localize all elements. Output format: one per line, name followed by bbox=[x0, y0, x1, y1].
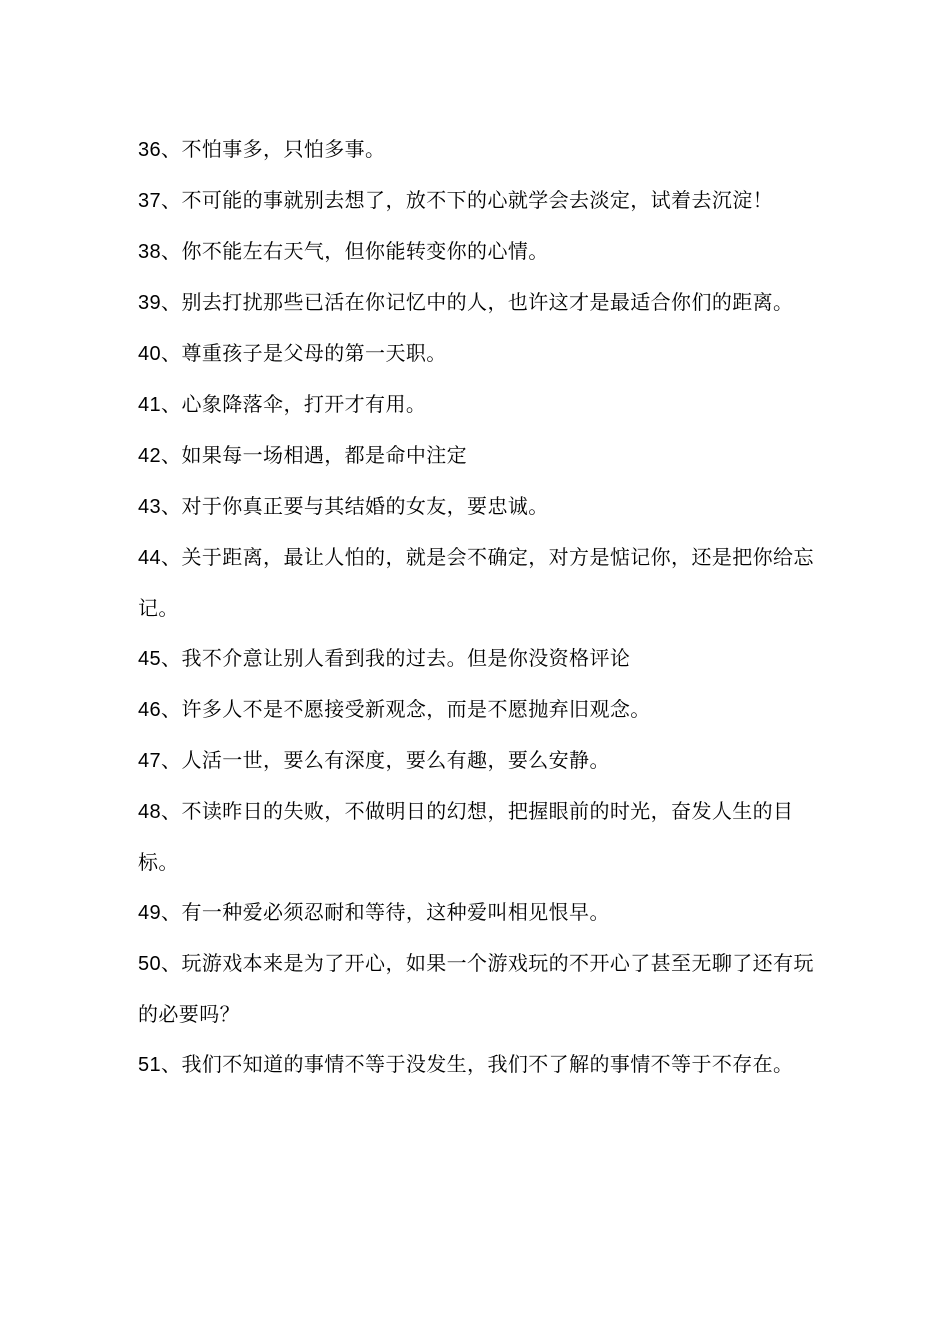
list-item bbox=[138, 938, 828, 1039]
item-number: 36 bbox=[138, 139, 162, 161]
item-number: 49 bbox=[138, 902, 162, 924]
item-text: 、玩游戏本来是为了开心，如果一个游戏玩的不开心了甚至无聊了还有玩的必要吗？ bbox=[138, 951, 814, 1026]
list-item bbox=[138, 379, 828, 430]
quote-list bbox=[138, 124, 828, 1090]
item-text: 、不怕事多，只怕多事。 bbox=[161, 137, 386, 161]
item-number: 40 bbox=[138, 343, 162, 365]
item-number: 42 bbox=[138, 445, 162, 467]
list-item bbox=[138, 430, 828, 481]
item-number: 47 bbox=[138, 750, 162, 772]
item-text: 、我不介意让别人看到我的过去。但是你没资格评论 bbox=[161, 646, 631, 670]
item-text: 、许多人不是不愿接受新观念，而是不愿抛弃旧观念。 bbox=[161, 697, 651, 721]
list-item bbox=[138, 124, 828, 175]
list-item bbox=[138, 1039, 828, 1090]
item-text: 、你不能左右天气，但你能转变你的心情。 bbox=[161, 239, 549, 263]
list-item bbox=[138, 226, 828, 277]
item-text: 、如果每一场相遇，都是命中注定 bbox=[161, 443, 468, 467]
item-text: 、不可能的事就别去想了，放不下的心就学会去淡定，试着去沉淀！ bbox=[161, 188, 774, 212]
list-item bbox=[138, 887, 828, 938]
list-item bbox=[138, 633, 828, 684]
item-text: 、不读昨日的失败，不做明日的幻想，把握眼前的时光，奋发人生的目标。 bbox=[138, 799, 794, 874]
list-item bbox=[138, 481, 828, 532]
item-number: 38 bbox=[138, 241, 162, 263]
item-number: 37 bbox=[138, 190, 162, 212]
list-item bbox=[138, 684, 828, 735]
item-number: 50 bbox=[138, 953, 162, 975]
item-number: 41 bbox=[138, 394, 162, 416]
list-item bbox=[138, 328, 828, 379]
list-item bbox=[138, 277, 828, 328]
item-number: 48 bbox=[138, 801, 162, 823]
list-item bbox=[138, 735, 828, 786]
item-text: 、对于你真正要与其结婚的女友，要忠诚。 bbox=[161, 494, 549, 518]
item-text: 、尊重孩子是父母的第一天职。 bbox=[161, 341, 447, 365]
item-text: 、心象降落伞，打开才有用。 bbox=[161, 392, 427, 416]
item-text: 、有一种爱必须忍耐和等待，这种爱叫相见恨早。 bbox=[161, 900, 610, 924]
item-number: 51 bbox=[138, 1054, 162, 1076]
item-number: 43 bbox=[138, 496, 162, 518]
list-item bbox=[138, 532, 828, 633]
list-item bbox=[138, 175, 828, 226]
item-text: 、关于距离，最让人怕的，就是会不确定，对方是惦记你，还是把你给忘记。 bbox=[138, 545, 814, 620]
list-item bbox=[138, 786, 828, 887]
item-number: 46 bbox=[138, 699, 162, 721]
item-number: 39 bbox=[138, 292, 162, 314]
item-text: 、别去打扰那些已活在你记忆中的人，也许这才是最适合你们的距离。 bbox=[161, 290, 794, 314]
item-number: 45 bbox=[138, 648, 162, 670]
item-number: 44 bbox=[138, 547, 162, 569]
item-text: 、我们不知道的事情不等于没发生，我们不了解的事情不等于不存在。 bbox=[161, 1052, 794, 1076]
item-text: 、人活一世，要么有深度，要么有趣，要么安静。 bbox=[161, 748, 610, 772]
